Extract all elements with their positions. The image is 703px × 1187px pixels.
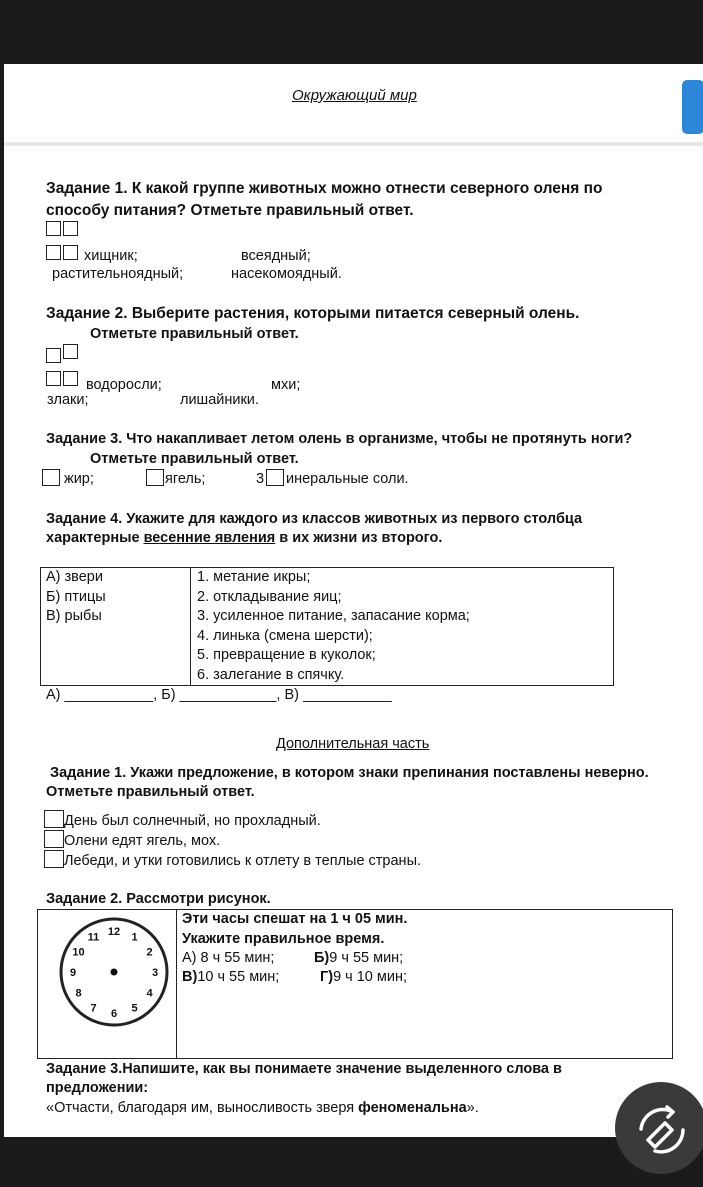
checkbox[interactable]	[63, 245, 78, 260]
option-label: Олени едят ягель, мох.	[64, 833, 221, 849]
clock-number: 11	[87, 931, 100, 944]
option-label: жир;	[64, 471, 94, 487]
option-label: водоросли;	[86, 377, 162, 393]
task3-question-line1: Задание 3. Что накапливает летом олень в организме, чтобы не протянуть ноги?	[46, 431, 633, 447]
table-right-cell: 1. метание икры;	[197, 569, 311, 585]
checkbox[interactable]	[46, 221, 61, 236]
checkbox[interactable]	[63, 371, 78, 386]
checkbox[interactable]	[46, 348, 61, 363]
checkbox[interactable]	[44, 830, 64, 848]
clock-option-c: В)10 ч 55 мин;	[182, 969, 280, 985]
clock-number: 4	[146, 987, 153, 1000]
clock-number: 3	[151, 967, 159, 979]
option-label: насекомоядный.	[231, 266, 342, 282]
table-right-cell: 5. превращение в куколок;	[197, 647, 376, 663]
table-left-cell: В) рыбы	[46, 608, 102, 624]
extra-task1-line1: Задание 1. Укажи предложение, в котором знаки препинания поставлены неверно.	[50, 765, 649, 781]
option-label: мхи;	[271, 377, 301, 393]
task1-question-line2: способу питания? Отметьте правильный ответ.	[46, 202, 414, 219]
table-right-cell: 4. линька (смена шерсти);	[197, 627, 373, 644]
task4-question-line1: Задание 4. Укажите для каждого из классов животных из первого столбца	[46, 511, 583, 527]
table-left-cell: А) звери	[46, 569, 103, 585]
table-right-cell: 3. усиленное питание, запасание корма;	[197, 608, 470, 624]
extra-task3-sentence: «Отчасти, благодаря им, выносливость зверя феноменальна».	[46, 1100, 479, 1116]
checkbox[interactable]	[63, 221, 78, 236]
checkbox[interactable]	[266, 469, 284, 486]
rotate-screen-button[interactable]	[615, 1082, 703, 1174]
extra-task3-line1: Задание 3.Напишите, как вы понимаете значение выделенного слова в	[46, 1061, 562, 1077]
clock-number: 5	[131, 1002, 138, 1015]
clock-text-line2: Укажите правильное время.	[182, 931, 385, 947]
extra-task1-line2: Отметьте правильный ответ.	[46, 784, 255, 800]
option-label: злаки;	[47, 392, 89, 408]
clock-option-d: Г)9 ч 10 мин;	[320, 969, 407, 985]
table-right-cell: 2. откладывание яиц;	[197, 588, 342, 605]
option-label: День был солнечный, но прохладный.	[64, 813, 321, 829]
extra-task3-line2: предложении:	[46, 1080, 149, 1096]
clock-number: 6	[110, 1008, 118, 1020]
document-page	[4, 64, 703, 1137]
clock-number: 7	[90, 1002, 97, 1015]
checkbox[interactable]	[63, 344, 78, 359]
answer-line: А) ___________, Б) ____________, В) ___________	[46, 687, 392, 703]
task2-question-line1: Задание 2. Выберите растения, которыми питается северный олень.	[46, 305, 580, 322]
task2-question-line2: Отметьте правильный ответ.	[90, 326, 299, 342]
bottom-bar	[0, 1137, 703, 1187]
checkbox[interactable]	[42, 469, 60, 486]
clock-face	[56, 914, 172, 1030]
extra-part-title: Дополнительная часть	[276, 736, 430, 752]
clock-number: 8	[75, 987, 82, 1000]
table-right-cell: 6. залегание в спячку.	[197, 666, 345, 683]
option-label: хищник;	[84, 248, 138, 264]
option-label: растительноядный;	[52, 266, 184, 282]
divider	[4, 142, 703, 146]
clock-number: 9	[69, 967, 77, 979]
clock-center-dot	[111, 969, 118, 976]
clock-option-b: Б)9 ч 55 мин;	[314, 950, 404, 966]
option-label: инеральные соли.	[286, 471, 409, 487]
clock-number: 1	[131, 931, 138, 944]
checkbox[interactable]	[44, 850, 64, 868]
checkbox[interactable]	[146, 469, 164, 486]
extra-task2-title: Задание 2. Рассмотри рисунок.	[46, 891, 271, 907]
task1-question-line1: Задание 1. К какой группе животных можно отнести северного оленя по	[46, 180, 603, 197]
checkbox[interactable]	[46, 371, 61, 386]
clock-number: 10	[72, 946, 85, 959]
clock-number: 12	[107, 926, 121, 938]
table-divider	[190, 567, 191, 686]
option-label: всеядный;	[241, 248, 311, 264]
table-left-cell: Б) птицы	[46, 588, 106, 605]
checkbox[interactable]	[46, 245, 61, 260]
clock-option-a: А) 8 ч 55 мин;	[182, 950, 275, 966]
clock-text-line1: Эти часы спешат на 1 ч 05 мин.	[182, 911, 408, 927]
scrollbar-thumb[interactable]	[682, 80, 703, 134]
top-bar	[0, 0, 703, 64]
table-divider	[176, 909, 177, 1059]
task3-question-line2: Отметьте правильный ответ.	[90, 451, 299, 467]
rotate-screen-icon	[615, 1082, 703, 1174]
option-number: 3	[256, 471, 265, 487]
task4-question-line2: характерные весенние явления в их жизни из второго.	[46, 530, 443, 546]
clock-number: 2	[146, 946, 153, 959]
option-label: ягель;	[165, 471, 206, 487]
checkbox[interactable]	[44, 810, 64, 828]
subject-title: Окружающий мир	[292, 87, 417, 104]
option-label: Лебеди, и утки готовились к отлету в теплые страны.	[64, 853, 422, 869]
option-label: лишайники.	[180, 392, 259, 408]
